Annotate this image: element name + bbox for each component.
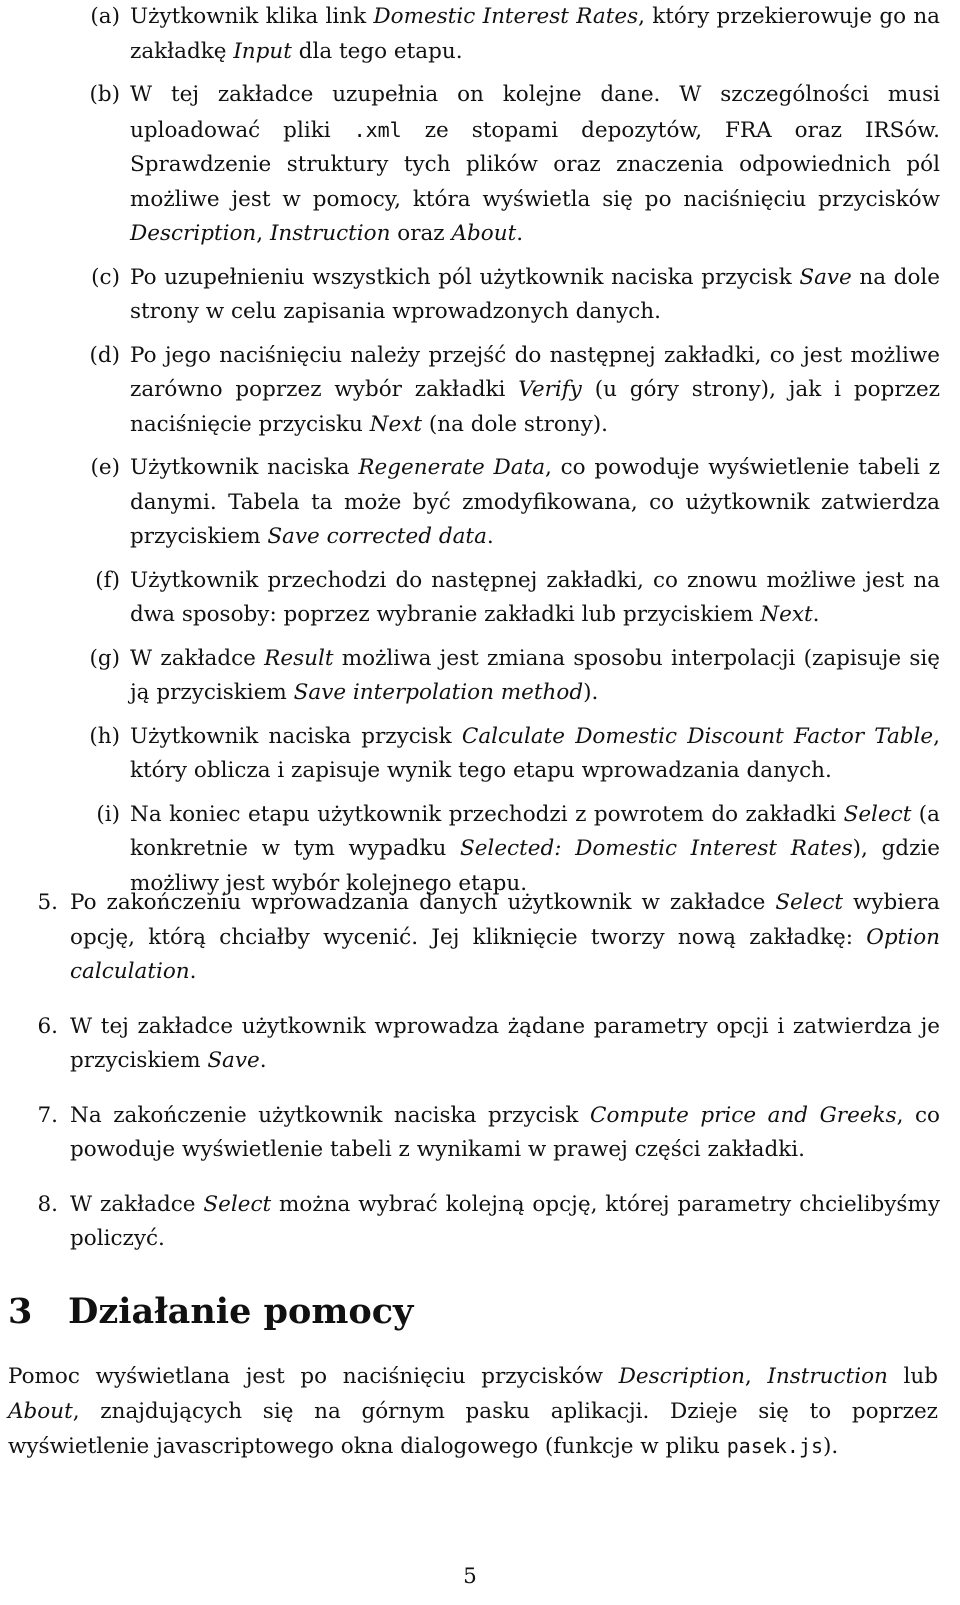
emphasis-text: Input (233, 38, 292, 64)
emphasis-text: Selected: Domestic Interest Rates (459, 836, 853, 861)
text-run: Po zakończeniu wprowadzania danych użytkownik w zakładce (70, 890, 776, 915)
item-label: (h) (89, 723, 120, 749)
item-label: (a) (90, 4, 120, 29)
text-run: . (189, 959, 197, 984)
emphasis-text: Regenerate Data (358, 455, 546, 480)
emphasis-text: Select (843, 801, 912, 827)
emphasis-text: Instruction (269, 221, 391, 246)
text-run: . (516, 221, 524, 246)
emphasis-text: Next (369, 411, 423, 437)
list-item (40, 0, 940, 69)
item-text (70, 1103, 940, 1163)
sub-step-list (40, 0, 940, 910)
item-text (130, 82, 940, 246)
emphasis-text: Save (799, 264, 852, 290)
text-run: Użytkownik naciska (130, 455, 359, 480)
text-run: Na zakończenie użytkownik naciska przycisk (70, 1102, 591, 1128)
emphasis-text: Next (760, 602, 813, 627)
text-run: (u góry strony), jak i poprzez naciśnięcie przycisku (130, 377, 940, 437)
text-run: ze stopami depozytów, FRA oraz IRSów. Sprawdzenie struktury tych plików oraz znaczenia odpowiednich pól możliwe jest w pomocy, która wyświetla się po naciśnięciu przycisków (130, 117, 940, 212)
emphasis-text: About (451, 221, 517, 246)
item-text (70, 1014, 940, 1074)
item-text (130, 455, 940, 549)
text-run: Pomoc wyświetlana jest po naciśnięciu przycisków (8, 1364, 619, 1389)
item-number: 8. (37, 1191, 58, 1217)
text-run: Użytkownik klika link (130, 4, 374, 29)
list-item (40, 451, 940, 555)
item-text (130, 265, 940, 325)
text-run: , znajdujących się na górnym pasku aplikacji. Dzieje się to poprzez wyświetlenie javascriptowego okna dialogowego (funkcje w pliku (8, 1398, 938, 1459)
text-run: (na dole strony). (422, 411, 609, 437)
list-item (40, 642, 940, 711)
emphasis-text: Result (264, 645, 334, 671)
main-step-list (0, 886, 940, 1277)
text-run: . (812, 602, 820, 627)
text-run: Użytkownik naciska przycisk (130, 723, 462, 749)
item-number: 7. (37, 1102, 58, 1128)
text-run: na dole strony w celu zapisania wprowadzonych danych. (130, 264, 940, 324)
item-text (130, 646, 940, 706)
item-text (70, 1192, 940, 1252)
item-number: 5. (37, 890, 58, 915)
text-run: oraz (390, 221, 452, 246)
emphasis-text: Calculate Domestic Discount Factor Table (461, 723, 934, 749)
item-label: (f) (95, 567, 120, 593)
item-text (70, 890, 940, 984)
item-number: 6. (37, 1013, 58, 1039)
body-paragraph (8, 1360, 938, 1465)
text-run: wybiera opcję, którą chciałby wycenić. Jej kliknięcie tworzy nową zakładkę: (70, 890, 941, 950)
item-label: (b) (89, 82, 120, 107)
text-run: W zakładce (130, 645, 265, 671)
list-item (0, 1010, 940, 1079)
section-heading (8, 1288, 413, 1336)
list-item (40, 564, 940, 633)
item-text (130, 4, 940, 64)
item-label: (c) (91, 264, 120, 290)
emphasis-text: Compute price and Greeks (590, 1102, 897, 1128)
section-number: 3 (8, 1291, 33, 1332)
emphasis-text: Save interpolation method (293, 680, 584, 705)
item-label: (i) (96, 801, 120, 827)
item-text (130, 568, 940, 628)
list-item (0, 886, 940, 990)
text-run: W tej zakładce uzupełnia on kolejne dane. W szczególności musi uploadować pliki (130, 82, 940, 143)
text-run: Po uzupełnieniu wszystkich pól użytkownik naciska przycisk (130, 264, 800, 290)
text-run: lub (887, 1364, 938, 1389)
paragraph-text (8, 1364, 938, 1459)
text-run: , co powoduje wyświetlenie tabeli z wynikami w prawej części zakładki. (70, 1102, 940, 1162)
text-run: ), gdzie możliwy jest wybór kolejnego etapu. (130, 836, 940, 896)
text-run: można wybrać kolejną opcję, której parametry chcielibyśmy policzyć. (70, 1191, 940, 1251)
emphasis-text: Select (203, 1191, 272, 1217)
text-run: , który przekierowuje go na zakładkę (130, 4, 940, 64)
item-label: (d) (89, 342, 120, 368)
item-text (130, 724, 940, 784)
text-run: możliwa jest zmiana sposobu interpolacji (zapisuje się ją przyciskiem (130, 645, 940, 705)
code-text: pasek.js (726, 1434, 824, 1458)
emphasis-text: Save corrected data (267, 524, 487, 549)
code-text: .xml (353, 117, 402, 142)
list-item (40, 261, 940, 330)
list-item (40, 720, 940, 789)
text-run: W tej zakładce użytkownik wprowadza żądane parametry opcji i zatwierdza je przyciskiem (70, 1013, 940, 1073)
emphasis-text: Description (130, 221, 257, 246)
text-run: Po jego naciśnięciu należy przejść do następnej zakładki, co jest możliwe zarówno poprzez wybór zakładki (130, 342, 940, 402)
list-item (0, 1099, 940, 1168)
text-run: ). (823, 1434, 839, 1459)
emphasis-text: Select (775, 890, 844, 915)
emphasis-text: About (8, 1398, 73, 1424)
emphasis-text: Instruction (767, 1364, 888, 1389)
list-item (40, 78, 940, 252)
item-text (130, 802, 940, 896)
text-run: Użytkownik przechodzi do następnej zakładki, co znowu możliwe jest na dwa sposoby: poprzez wybranie zakładki lub przyciskiem (130, 567, 940, 627)
text-run: Na koniec etapu użytkownik przechodzi z powrotem do zakładki (130, 801, 844, 827)
text-run: . (259, 1048, 267, 1073)
emphasis-text: Save (207, 1048, 260, 1073)
emphasis-text: Verify (518, 377, 582, 402)
emphasis-text: Description (618, 1364, 745, 1389)
text-run: , co powoduje wyświetlenie tabeli z danymi. Tabela ta może być zmodyfikowana, co użytkownik zatwierdza przyciskiem (130, 455, 940, 549)
emphasis-text: Domestic Interest Rates (373, 4, 639, 29)
text-run: (a konkretnie w tym wypadku (130, 801, 940, 861)
item-label: (e) (90, 455, 120, 480)
emphasis-text: Option calculation (70, 924, 940, 984)
text-run: W zakładce (70, 1191, 204, 1217)
text-run: , (256, 221, 270, 246)
text-run: . (486, 524, 494, 549)
list-item (40, 339, 940, 443)
text-run: ). (583, 680, 599, 705)
item-text (130, 343, 940, 437)
list-item (0, 1188, 940, 1257)
item-label: (g) (89, 645, 120, 671)
text-run: , (744, 1364, 768, 1389)
text-run: , który oblicza i zapisuje wynik tego etapu wprowadzania danych. (130, 723, 940, 783)
page-number: 5 (463, 1564, 477, 1589)
section-title-text: Działanie pomocy (68, 1291, 414, 1332)
text-run: dla tego etapu. (291, 38, 463, 64)
